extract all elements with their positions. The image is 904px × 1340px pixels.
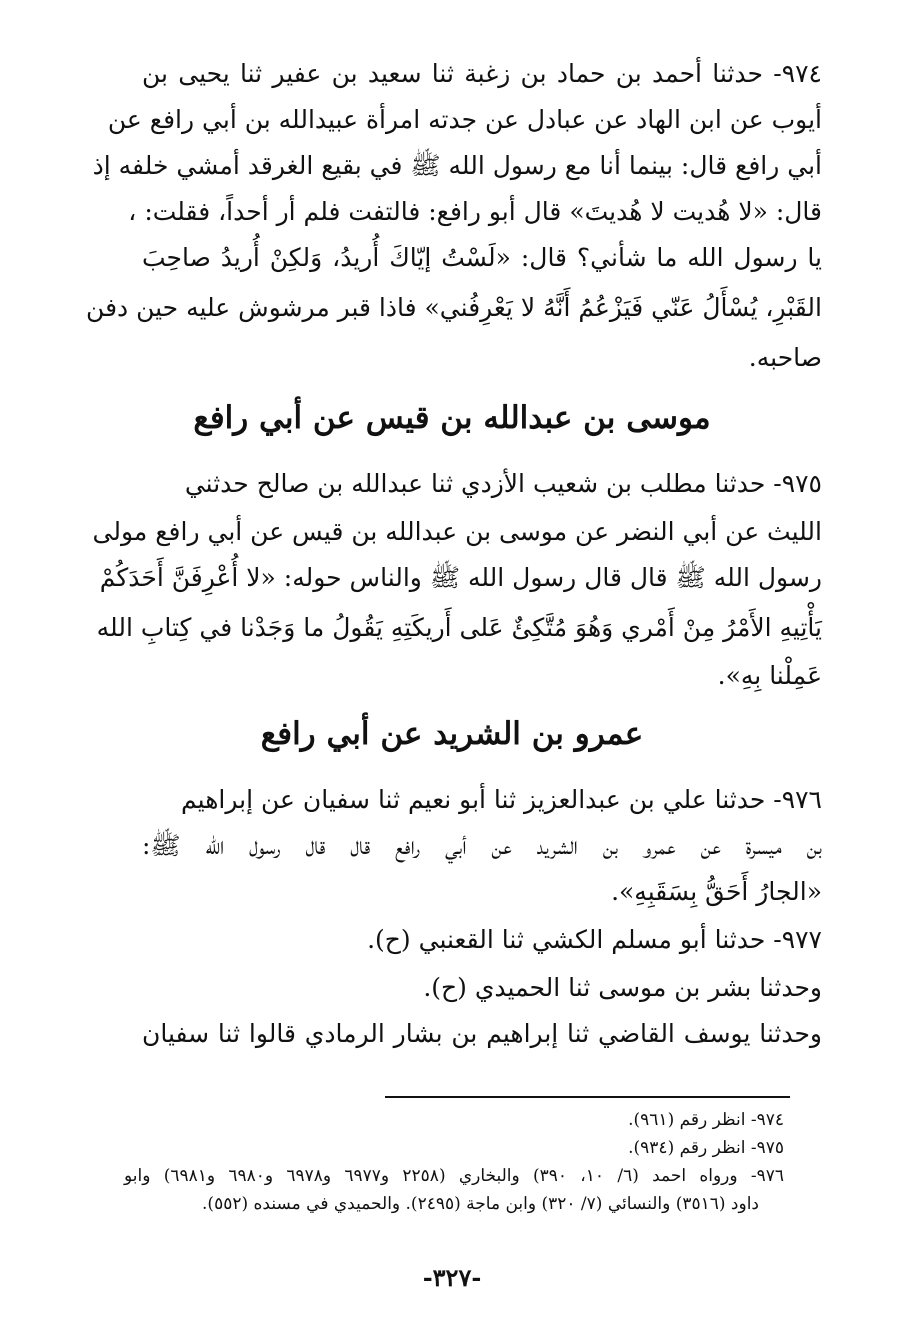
section-heading-976: عمرو بن الشريد عن أبي رافع <box>260 716 644 752</box>
section-heading-975: موسى بن عبدالله بن قيس عن أبي رافع <box>193 400 711 436</box>
hadith-974-line-5: يا رسول الله ما شأني؟ قال: «لَسْتُ إيّاكَ أُريدُ، وَلكِنْ أُريدُ صاحِبَ <box>142 243 822 272</box>
footnote-975: ٩٧٥- انظر رقم (٩٣٤). <box>628 1138 784 1158</box>
hadith-974-line-4: قال: «لا هُديت لا هُديتَ» قال أبو رافع: فالتفت فلم أر أحداً، فقلت: ، <box>128 197 822 226</box>
hadith-977-line-2: وحدثنا بشر بن موسى ثنا الحميدي (ح). <box>423 973 822 1002</box>
hadith-975-line-5: عَمِلْنا بِهِ». <box>717 661 822 690</box>
footnote-976-line-2: داود (٣٥١٦) والنسائي (٧/ ٣٢٠) وابن ماجة (٢٤٩٥). والحميدي في مسنده (٥٥٢). <box>202 1194 759 1214</box>
hadith-974-line-1: ٩٧٤- حدثنا أحمد بن حماد بن زغبة ثنا سعيد بن عفير ثنا يحيى بن <box>142 59 822 88</box>
hadith-975-line-3: رسول الله ﷺ قال قال رسول الله ﷺ والناس حوله: «لا أُعْرِفَنَّ أَحَدَكُمْ <box>99 563 822 592</box>
hadith-975-line-2: الليث عن أبي النضر عن موسى بن عبدالله بن قيس عن أبي رافع مولى <box>92 517 822 546</box>
hadith-974-line-3: أبي رافع قال: بينما أنا مع رسول الله ﷺ في بقيع الغرقد أمشي خلفه إذ <box>92 151 822 180</box>
hadith-976-line-1: ٩٧٦- حدثنا علي بن عبدالعزيز ثنا أبو نعيم ثنا سفيان عن إبراهيم <box>181 785 822 814</box>
hadith-976-line-2: بن ميسرة عن عمرو بن الشريد عن أبي رافع قال قال رسول الله ﷺ: <box>142 831 822 860</box>
hadith-977-line-1: ٩٧٧- حدثنا أبو مسلم الكشي ثنا القعنبي (ح). <box>367 925 822 954</box>
hadith-974-line-2: أيوب عن ابن الهاد عن عبادل عن جدته امرأة عبيدالله بن أبي رافع عن <box>107 105 822 134</box>
footnote-974: ٩٧٤- انظر رقم (٩٦١). <box>628 1110 784 1130</box>
hadith-977-line-3: وحدثنا يوسف القاضي ثنا إبراهيم بن بشار الرمادي قالوا ثنا سفيان <box>142 1019 822 1048</box>
hadith-974-line-6: القَبْرِ، يُسْأَلُ عَنّي فَيَزْعُمُ أَنَّهُ لا يَعْرِفُني» فاذا قبر مرشوش عليه حين دفن <box>86 293 822 322</box>
hadith-975-line-4: يَأْتِيهِ الأَمْرُ مِنْ أَمْري وَهُوَ مُتَّكِئٌ عَلى أَريكَتِهِ يَقُولُ ما وَجَدْنا في كِتابِ الله <box>96 613 822 642</box>
footnote-976-line-1: ٩٧٦- ورواه احمد (٦/ ١٠، ٣٩٠) والبخاري (٢٢٥٨ و٦٩٧٧ و٦٩٧٨ و٦٩٨٠ و٦٩٨١) وابو <box>124 1166 785 1186</box>
footnote-separator <box>385 1096 790 1098</box>
hadith-975-line-1: ٩٧٥- حدثنا مطلب بن شعيب الأزدي ثنا عبدالله بن صالح حدثني <box>184 469 822 498</box>
hadith-976-line-3: «الجارُ أَحَقُّ بِسَقَبِهِ». <box>611 877 822 906</box>
page-number: -٣٢٧- <box>422 1263 482 1292</box>
hadith-974-line-7: صاحبه. <box>748 343 822 372</box>
